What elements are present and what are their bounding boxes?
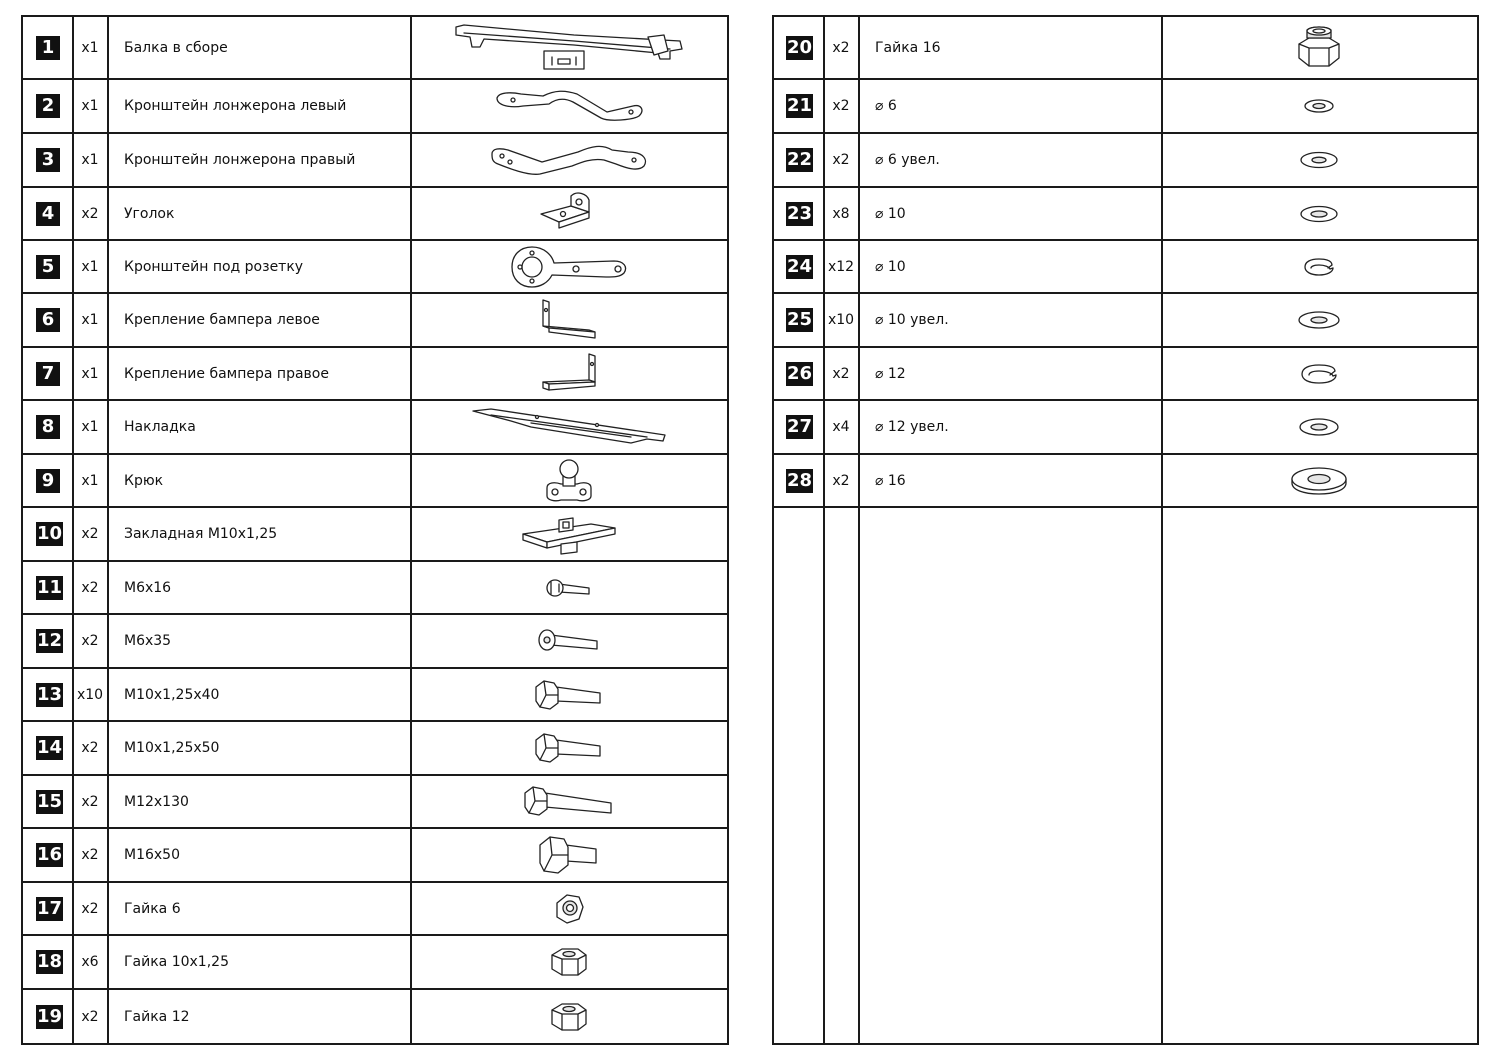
table-row — [774, 134, 1477, 188]
item-quantity: x1 — [81, 472, 99, 489]
nut-6-icon — [553, 893, 585, 925]
table-row — [23, 776, 727, 829]
item-name: ⌀ 12 увел. — [875, 419, 949, 435]
table-row — [23, 990, 727, 1043]
item-quantity: x2 — [832, 365, 850, 382]
item-name: ⌀ 10 — [875, 258, 906, 275]
table-row — [774, 348, 1477, 401]
item-number: 9 — [36, 469, 60, 493]
embedded-nut-plate-icon — [521, 512, 617, 556]
item-name: ⌀ 16 — [875, 472, 906, 489]
table-row — [23, 294, 727, 348]
washer-16-icon — [1290, 466, 1348, 496]
item-quantity: x4 — [832, 419, 850, 435]
item-name: Гайка 10x1,25 — [124, 954, 229, 970]
bolt-m12x130-icon — [523, 785, 615, 819]
item-name: Гайка 12 — [124, 1008, 190, 1025]
left-bracket-icon — [493, 88, 645, 124]
table-row — [23, 829, 727, 883]
item-name: Закладная M10x1,25 — [124, 526, 278, 542]
item-name: ⌀ 12 — [875, 365, 906, 382]
item-quantity: x12 — [827, 258, 855, 275]
item-quantity: x2 — [81, 579, 99, 596]
item-name: Крюк — [124, 472, 164, 489]
item-quantity: x10 — [76, 686, 104, 703]
table-row — [23, 722, 727, 776]
item-number: 23 — [787, 202, 813, 224]
table-row — [774, 294, 1477, 348]
item-number: 3 — [36, 148, 60, 172]
item-number: 22 — [787, 149, 813, 170]
item-quantity: x2 — [832, 472, 850, 489]
bolt-m10x50-icon — [534, 732, 604, 764]
spring-washer-10-icon — [1302, 257, 1336, 277]
item-name: M6x35 — [124, 633, 172, 649]
item-name: M16x50 — [124, 847, 180, 863]
left-bumper-mount-icon — [539, 298, 599, 342]
parts-table-right — [772, 15, 1479, 1045]
item-quantity: x1 — [81, 419, 99, 435]
item-number: 2 — [36, 94, 60, 118]
table-row — [23, 562, 727, 615]
item-number: 19 — [37, 1005, 63, 1027]
item-number: 21 — [787, 95, 813, 116]
bolt-m6x35-icon — [537, 627, 601, 655]
item-name: Кронштейн лонжерона правый — [124, 152, 356, 168]
item-name: Кронштейн лонжерона левый — [124, 98, 347, 114]
spring-washer-12-icon — [1299, 363, 1339, 385]
table-row — [23, 80, 727, 134]
item-quantity: x1 — [81, 258, 99, 275]
item-name: Кронштейн под розетку — [124, 258, 304, 275]
item-number: 7 — [36, 362, 60, 386]
washer-6-icon — [1303, 98, 1335, 114]
item-quantity: x2 — [81, 793, 99, 810]
item-number: 10 — [37, 523, 63, 544]
item-number: 18 — [37, 951, 63, 972]
item-name: Уголок — [124, 205, 175, 222]
item-number: 5 — [36, 255, 60, 279]
item-quantity: x2 — [81, 847, 99, 863]
item-number: 15 — [37, 790, 63, 812]
item-number: 27 — [787, 416, 813, 437]
right-bracket-icon — [488, 142, 650, 178]
cover-plate-icon — [471, 407, 667, 447]
item-number: 20 — [787, 36, 813, 58]
nut-16-icon — [1295, 24, 1343, 72]
item-name: ⌀ 10 — [875, 205, 906, 222]
washer-10-icon — [1299, 204, 1339, 224]
item-number: 11 — [37, 576, 63, 598]
item-quantity: x2 — [81, 205, 99, 222]
item-name: ⌀ 6 увел. — [875, 152, 940, 168]
parts-table-left — [21, 15, 729, 1045]
table-row — [23, 669, 727, 722]
item-name: Гайка 16 — [875, 39, 941, 56]
item-quantity: x2 — [81, 1008, 99, 1025]
item-quantity: x6 — [81, 954, 99, 970]
item-name: M6x16 — [124, 579, 172, 596]
bolt-m16x50-icon — [538, 835, 600, 875]
table-row — [23, 615, 727, 669]
washer-12-large-icon — [1298, 416, 1340, 438]
tow-ball-icon — [543, 458, 595, 504]
table-row — [774, 188, 1477, 241]
item-quantity: x2 — [81, 900, 99, 917]
item-number: 14 — [37, 737, 63, 758]
table-row — [23, 241, 727, 294]
item-quantity: x1 — [81, 312, 99, 328]
table-row — [23, 883, 727, 936]
item-quantity: x2 — [81, 633, 99, 649]
table-row — [774, 401, 1477, 455]
item-name: Крепление бампера левое — [124, 312, 320, 328]
item-quantity: x2 — [81, 526, 99, 542]
angle-bracket-icon — [539, 192, 599, 236]
item-number: 26 — [787, 362, 813, 384]
washer-6-large-icon — [1299, 150, 1339, 170]
item-number: 13 — [37, 683, 63, 705]
beam-assembly-icon — [454, 23, 684, 73]
item-name: M10x1,25x50 — [124, 740, 220, 756]
item-number: 12 — [37, 630, 63, 651]
item-quantity: x1 — [81, 98, 99, 114]
washer-10-large-icon — [1297, 309, 1341, 331]
table-row — [23, 455, 727, 508]
item-quantity: x1 — [81, 39, 99, 56]
table-row — [23, 17, 727, 80]
table-row — [774, 455, 1477, 508]
item-quantity: x8 — [832, 205, 850, 222]
item-number: 1 — [36, 36, 60, 60]
item-number: 8 — [36, 415, 60, 439]
socket-bracket-icon — [510, 245, 628, 289]
item-number: 17 — [37, 897, 63, 919]
bolt-m6x16-icon — [545, 576, 593, 600]
item-quantity: x1 — [81, 152, 99, 168]
item-number: 4 — [36, 202, 60, 226]
item-quantity: x2 — [81, 740, 99, 756]
item-number: 25 — [787, 309, 813, 330]
nut-12-icon — [550, 1002, 588, 1032]
table-row — [23, 508, 727, 562]
item-name: Гайка 6 — [124, 900, 181, 917]
table-row — [23, 936, 727, 990]
item-quantity: x10 — [827, 312, 855, 328]
table-row — [23, 348, 727, 401]
table-row — [23, 188, 727, 241]
item-quantity: x2 — [832, 98, 850, 114]
item-name: ⌀ 10 увел. — [875, 312, 949, 328]
nut-10-icon — [550, 947, 588, 977]
table-row — [774, 17, 1477, 80]
item-name: ⌀ 6 — [875, 98, 897, 114]
table-row — [23, 134, 727, 188]
item-name: Накладка — [124, 419, 196, 435]
item-number: 16 — [37, 844, 63, 865]
bolt-m10x40-icon — [534, 679, 604, 711]
table-row — [23, 401, 727, 455]
item-name: M10x1,25x40 — [124, 686, 220, 703]
table-row — [774, 80, 1477, 134]
item-name: M12x130 — [124, 793, 189, 810]
item-quantity: x2 — [832, 39, 850, 56]
item-quantity: x2 — [832, 152, 850, 168]
item-number: 28 — [787, 469, 813, 491]
item-name: Крепление бампера правое — [124, 365, 329, 382]
table-row — [774, 241, 1477, 294]
item-number: 6 — [36, 308, 60, 332]
right-bumper-mount-icon — [539, 352, 599, 396]
item-quantity: x1 — [81, 365, 99, 382]
item-name: Балка в сборе — [124, 39, 228, 56]
item-number: 24 — [787, 255, 813, 277]
